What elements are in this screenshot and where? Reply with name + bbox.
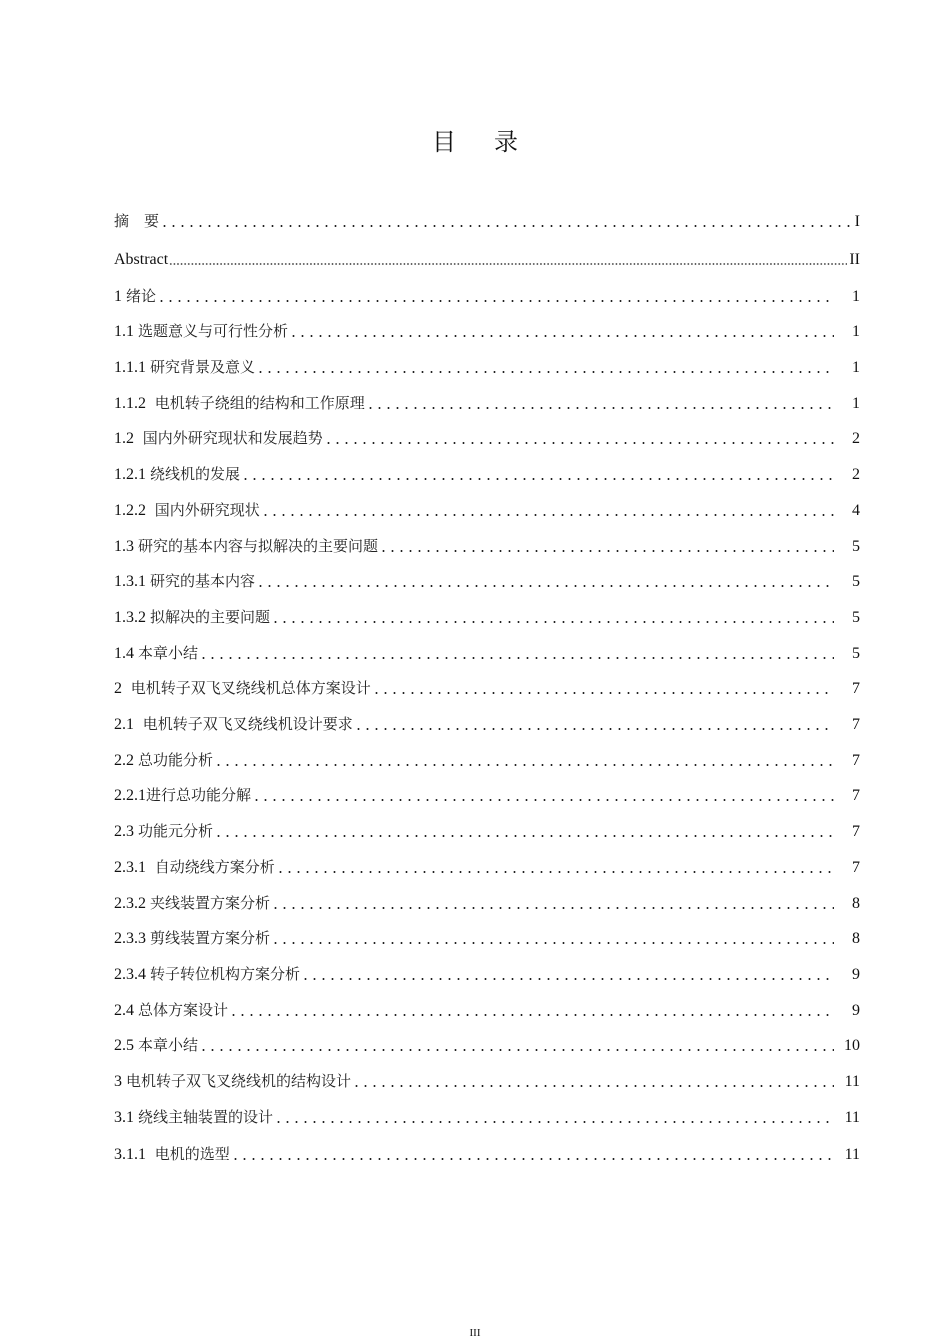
toc-section-number: 2.4	[114, 1002, 134, 1019]
toc-section-title: 国内外研究现状和发展趋势	[138, 429, 323, 447]
toc-page-number: 1	[852, 395, 860, 412]
page-number-footer: III	[469, 1327, 481, 1339]
toc-section-number: 1	[114, 288, 122, 305]
toc-page-number: 9	[852, 966, 860, 983]
toc-entry[interactable]	[114, 246, 860, 270]
toc-section-number: 3.1.1	[114, 1146, 146, 1163]
dot-leader	[271, 929, 834, 949]
toc-entry-label	[114, 428, 323, 449]
toc-section-title: 绕线主轴装置的设计	[138, 1108, 274, 1126]
toc-entry-label	[114, 464, 240, 485]
toc-section-title: 电机转子双飞叉绕线机设计要求	[138, 715, 353, 733]
toc-section-title: 总功能分析	[138, 751, 214, 769]
toc-entry[interactable]	[114, 890, 860, 914]
dot-leader	[261, 501, 834, 521]
dot-leader	[372, 679, 834, 699]
toc-section-title: 自动绕线方案分析	[150, 858, 275, 876]
toc-section-title: 电机转子双飞叉绕线机的结构设计	[126, 1072, 352, 1090]
toc-section-title: 本章小结	[138, 1036, 199, 1054]
dot-leader	[214, 751, 834, 771]
toc-entry[interactable]	[114, 318, 860, 342]
dot-leader	[241, 465, 834, 485]
toc-section-number: 1.3	[114, 538, 134, 555]
toc-section-title: 研究背景及意义	[150, 358, 256, 376]
toc-section-number: 1.2	[114, 430, 134, 447]
toc-section-title: 选题意义与可行性分析	[138, 322, 289, 340]
dot-leader	[199, 644, 834, 664]
toc-page-number: 7	[852, 716, 860, 733]
toc-entry[interactable]	[114, 283, 860, 307]
toc-entry[interactable]	[114, 1032, 860, 1056]
dot-leader	[271, 608, 834, 628]
toc-entry-label	[114, 393, 365, 414]
toc-section-number: 2.3.4	[114, 966, 146, 983]
toc-section-title: 研究的基本内容与拟解决的主要问题	[138, 537, 379, 555]
toc-entry-label	[114, 678, 371, 699]
toc-entry-label	[114, 821, 213, 842]
toc-section-title: 进行总功能分解	[146, 786, 252, 804]
toc-entry[interactable]	[114, 961, 860, 985]
toc-entry-label	[114, 928, 270, 949]
toc-entry-label	[114, 1107, 273, 1128]
toc-section-number: 2	[114, 680, 122, 697]
dot-leader	[157, 287, 834, 307]
toc-page-number: 7	[852, 680, 860, 697]
dot-leader	[256, 358, 834, 378]
toc-page-number: I	[854, 213, 860, 230]
toc-page-number: 7	[852, 752, 860, 769]
toc-page-number: 5	[852, 609, 860, 626]
dot-leader	[289, 322, 834, 342]
toc-entry-label	[114, 964, 300, 985]
toc-entry-label	[114, 893, 270, 914]
toc-section-number: 2.3.2	[114, 895, 146, 912]
page-title	[0, 122, 950, 157]
toc-section-number: 1.2.1	[114, 466, 146, 483]
toc-entry[interactable]	[114, 461, 860, 485]
toc-entry-label	[114, 500, 260, 521]
title-char-2: 录	[494, 128, 518, 156]
toc-section-title: 绕线机的发展	[150, 465, 241, 483]
dot-leader	[274, 1108, 834, 1128]
toc-section-number: 2.1	[114, 716, 134, 733]
toc-section-title: 绪论	[126, 287, 157, 305]
toc-page-number: 8	[852, 930, 860, 947]
toc-entry[interactable]	[114, 640, 860, 664]
dot-leader	[354, 715, 834, 735]
dot-leader	[229, 1001, 834, 1021]
toc-entry[interactable]	[114, 854, 860, 878]
toc-entry-label	[114, 750, 213, 771]
toc-section-title: 功能元分析	[138, 822, 214, 840]
toc-section-title: 电机的选型	[150, 1145, 230, 1163]
dot-leader	[301, 965, 834, 985]
toc-entry[interactable]	[114, 208, 860, 232]
toc-section-number: 1.3.2	[114, 609, 146, 626]
toc-entry-label	[114, 857, 275, 878]
toc-section-title: 剪线装置方案分析	[150, 929, 271, 947]
toc-entry[interactable]	[114, 925, 860, 949]
toc-section-title: 总体方案设计	[138, 1001, 229, 1019]
toc-page-number: 10	[844, 1037, 860, 1054]
toc-entry[interactable]	[114, 354, 860, 378]
toc-section-number: 2.3.1	[114, 859, 146, 876]
toc-section-number: 2.5	[114, 1037, 134, 1054]
dot-leader	[324, 429, 834, 449]
toc-entry[interactable]	[114, 675, 860, 699]
toc-page-number: 8	[852, 895, 860, 912]
toc-entry-label	[114, 571, 255, 592]
toc-page-number: 2	[852, 430, 860, 447]
toc-entry[interactable]	[114, 604, 860, 628]
toc-page-number: 9	[852, 1002, 860, 1019]
dot-leader	[199, 1036, 834, 1056]
dot-leader	[252, 786, 834, 806]
dot-leader	[256, 572, 834, 592]
toc-section-number: 2.2.1	[114, 787, 146, 804]
toc-section-number: Abstract	[114, 251, 169, 268]
toc-entry[interactable]	[114, 497, 860, 521]
toc-entry-label	[114, 321, 288, 342]
toc-page-number: 5	[852, 645, 860, 662]
toc-section-number: 1.1.2	[114, 395, 146, 412]
toc-entry[interactable]	[114, 1104, 860, 1128]
dot-leader	[169, 250, 847, 270]
toc-entry[interactable]	[114, 818, 860, 842]
toc-page-number: 7	[852, 823, 860, 840]
toc-section-number: 1.2.2	[114, 502, 146, 519]
toc-entry[interactable]	[114, 997, 860, 1021]
dot-leader	[214, 822, 834, 842]
toc-page-number: 1	[852, 288, 860, 305]
toc-section-title: 本章小结	[138, 644, 199, 662]
toc-entry-label	[114, 1144, 230, 1165]
toc-page-number: 11	[844, 1073, 860, 1090]
dot-leader	[231, 1145, 834, 1165]
toc-entry-label	[114, 357, 255, 378]
toc-section-number: 2.3.3	[114, 930, 146, 947]
toc-section-title: 研究的基本内容	[150, 572, 256, 590]
toc-entry[interactable]	[114, 1068, 860, 1092]
toc-section-number: 2.2	[114, 752, 134, 769]
toc-page-number: 7	[852, 787, 860, 804]
toc-entry-label	[114, 1000, 228, 1021]
toc-entry-label	[114, 211, 159, 232]
toc-entry-label	[114, 536, 378, 557]
toc-section-title: 国内外研究现状	[150, 501, 260, 519]
toc-page-number: 2	[852, 466, 860, 483]
toc-page-number: II	[849, 251, 860, 268]
toc-section-number: 1.1.1	[114, 359, 146, 376]
toc-section-title: 电机转子双飞叉绕线机总体方案设计	[126, 679, 371, 697]
toc-section-number: 1.4	[114, 645, 134, 662]
toc-entry[interactable]	[114, 568, 860, 592]
title-char-1: 目	[432, 128, 456, 156]
toc-entry-label	[114, 607, 270, 628]
dot-leader	[379, 537, 834, 557]
dot-leader	[271, 894, 834, 914]
toc-entry-label	[114, 714, 353, 735]
toc-page-number: 11	[844, 1146, 860, 1163]
toc-section-number: 1.1	[114, 323, 134, 340]
toc-entry[interactable]	[114, 1141, 860, 1165]
toc-section-title: 电机转子绕组的结构和工作原理	[150, 394, 365, 412]
toc-entry-label	[114, 286, 156, 307]
toc-entry-label	[114, 250, 168, 270]
toc-entry[interactable]	[114, 390, 860, 414]
toc-section-title: 拟解决的主要问题	[150, 608, 271, 626]
toc-entry-label	[114, 785, 251, 806]
toc-section-number: 3	[114, 1073, 122, 1090]
toc-entry[interactable]	[114, 533, 860, 557]
toc-entry[interactable]	[114, 782, 860, 806]
toc-section-number: 1.3.1	[114, 573, 146, 590]
toc-entry-label	[114, 1035, 198, 1056]
toc-page-number: 11	[844, 1109, 860, 1126]
toc-entry-label	[114, 1071, 351, 1092]
dot-leader	[352, 1072, 834, 1092]
toc-page-number: 1	[852, 359, 860, 376]
toc-section-title: 转子转位机构方案分析	[150, 965, 301, 983]
toc-page-number: 4	[852, 502, 860, 519]
toc-section-number: 3.1	[114, 1109, 134, 1126]
toc-section-title: 夹线装置方案分析	[150, 894, 271, 912]
toc-entry[interactable]	[114, 425, 860, 449]
toc-entry[interactable]	[114, 711, 860, 735]
toc-section-number: 2.3	[114, 823, 134, 840]
toc-page-number: 1	[852, 323, 860, 340]
toc-page-number: 7	[852, 859, 860, 876]
toc-section-number: 摘 要	[114, 212, 160, 230]
dot-leader	[276, 858, 834, 878]
dot-leader	[366, 394, 834, 414]
dot-leader	[160, 212, 853, 232]
toc-page-number: 5	[852, 573, 860, 590]
toc-entry-label	[114, 643, 198, 664]
toc-entry[interactable]	[114, 747, 860, 771]
toc-page-number: 5	[852, 538, 860, 555]
